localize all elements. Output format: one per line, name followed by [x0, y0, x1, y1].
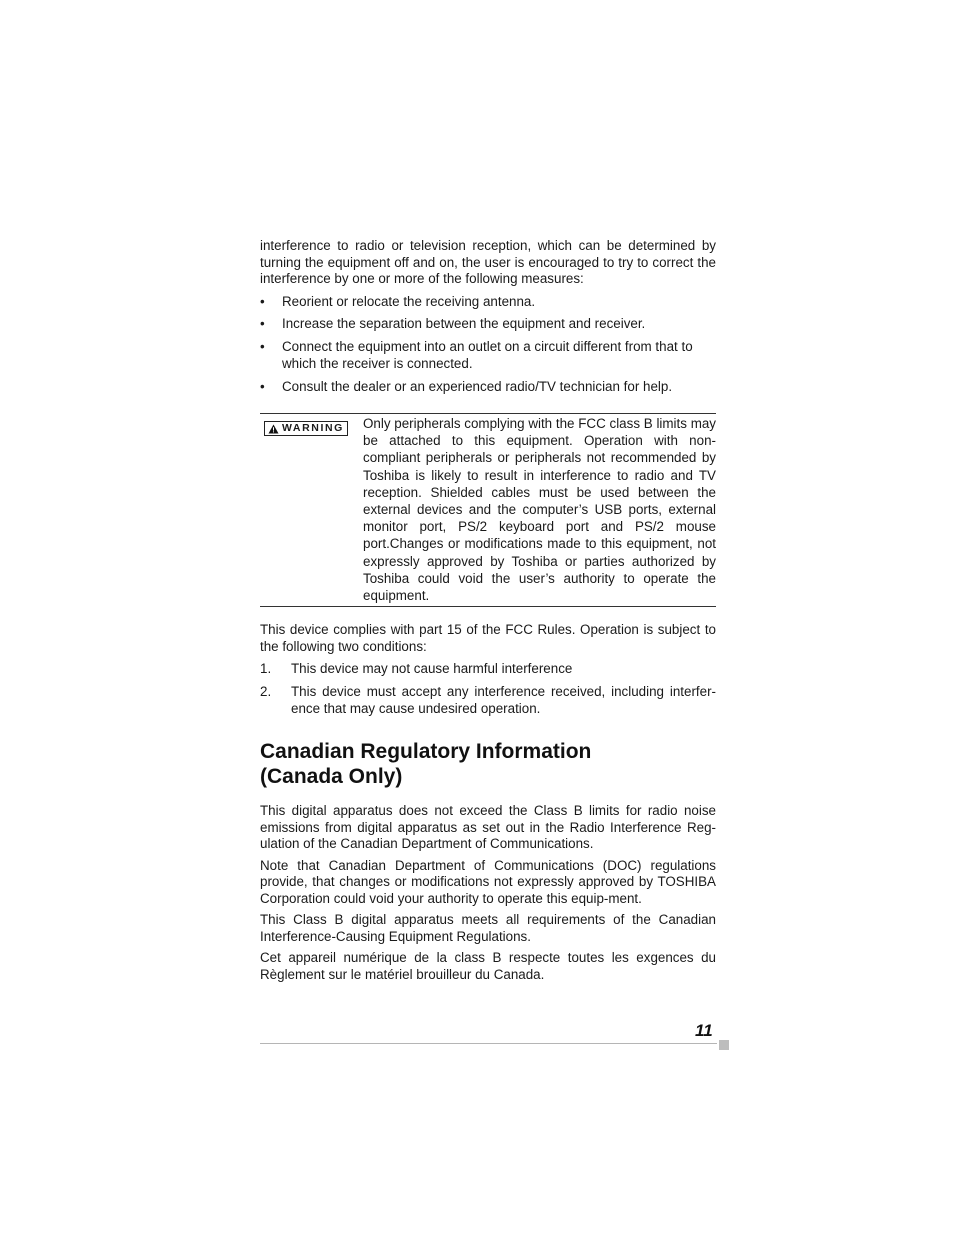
list-number: 1. — [260, 661, 272, 677]
page-number: 11 — [695, 1021, 713, 1040]
list-number: 2. — [260, 684, 272, 700]
section-title-line-1: Canadian Regulatory Information — [260, 740, 592, 764]
warning-label: WARNING — [282, 422, 344, 434]
warning-triangle-icon — [268, 424, 279, 434]
list-item-text: Connect the equipment into an outlet on a circuit different from that to which the receiver is connected. — [282, 338, 693, 371]
list-item — [260, 683, 716, 717]
canada-paragraph-4: Cet appareil numérique de la class B respecte toutes les exgences du Règlement sur le matériel brouilleur du Canada. — [260, 950, 716, 982]
intro-paragraph: interference to radio or television reception, which can be determined by turning the equipment off and on, the user is encouraged to try to correct the interference by one or more of the following measures: — [260, 238, 716, 286]
section-title-line-2: (Canada Only) — [260, 765, 403, 789]
list-item-text: This device must accept any interference received, including interfer-ence that may cause undesired operation. — [291, 684, 716, 717]
list-item-text: Reorient or relocate the receiving antenna. — [282, 293, 536, 309]
bullet-icon: • — [260, 293, 265, 309]
conditions-list — [260, 660, 716, 717]
warning-text: Only peripherals complying with the FCC class B limits may be attached to this equipment. Operation with non-compliant peripherals or peripherals not recommended by Toshiba is likely to result in interference to radio and TV reception. Shielded cables must be used between the external devices and the computer’s USB ports, external monitor port, PS/2 keyboard port and PS/2 mouse port.Changes or modifications made to this equipment, not expressly approved by Toshiba or parties authorized by Toshiba could void the user’s authority to operate the equipment. — [363, 416, 716, 604]
section-title — [260, 739, 716, 789]
warning-box — [260, 413, 716, 607]
footer-square-marker — [719, 1040, 729, 1050]
canada-paragraph-2: Note that Canadian Department of Communications (DOC) regulations provide, that changes or modifications not expressly approved by TOSHIBA Corporation could void your authority to operate this equip-ment. — [260, 857, 716, 906]
list-item — [260, 338, 716, 373]
canada-paragraph-3: This Class B digital apparatus meets all requirements of the Canadian Interference-Causing Equipment Regulations. — [260, 912, 716, 944]
bullet-icon: • — [260, 316, 265, 331]
measures-list — [260, 293, 716, 396]
list-item-text: Consult the dealer or an experienced radio/TV technician for help. — [282, 378, 673, 394]
footer-divider — [260, 1043, 717, 1044]
list-item — [260, 660, 716, 677]
bullet-icon: • — [260, 338, 265, 354]
list-item — [260, 293, 716, 311]
page-content — [260, 238, 716, 988]
list-item-text: This device may not cause harmful interference — [291, 661, 573, 677]
canada-paragraph-1: This digital apparatus does not exceed the Class B limits for radio noise emissions from digital apparatus as set out in the Radio Interference Reg-ulation of the Canadian Department of Communications. — [260, 803, 716, 852]
list-item — [260, 315, 716, 333]
fcc-compliance-paragraph: This device complies with part 15 of the FCC Rules. Operation is subject to the following two conditions: — [260, 622, 716, 654]
warning-label-column — [260, 415, 363, 604]
list-item — [260, 378, 716, 396]
bullet-icon: • — [260, 378, 265, 394]
warning-badge — [264, 421, 348, 436]
list-item-text: Increase the separation between the equipment and receiver. — [282, 316, 646, 331]
